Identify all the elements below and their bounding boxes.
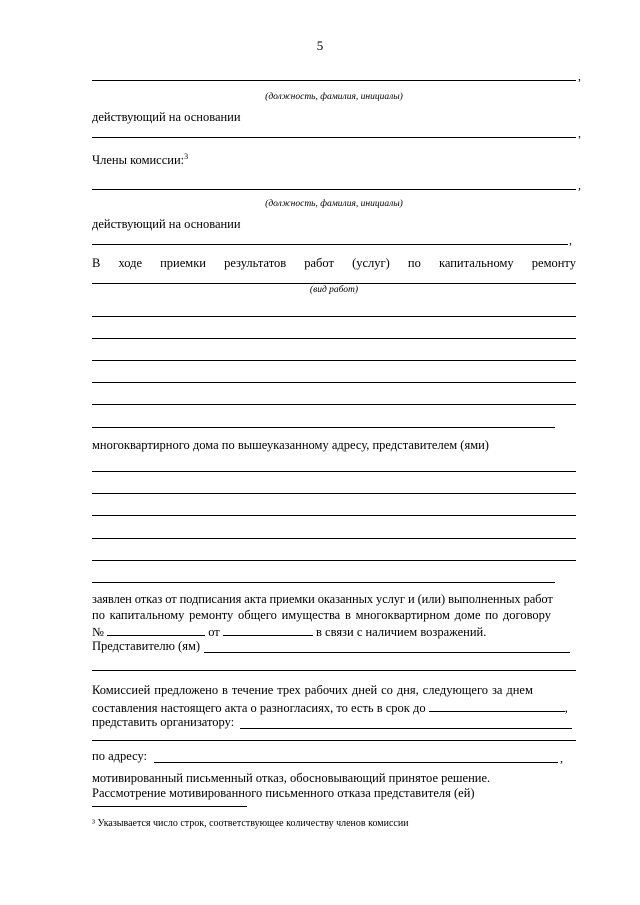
blank-line[interactable] — [92, 338, 576, 339]
blank-line[interactable] — [92, 582, 555, 583]
address-field[interactable] — [154, 762, 558, 763]
blank-line[interactable] — [92, 515, 576, 516]
footnote-mark: 3 — [184, 152, 189, 161]
organizer-label: представить организатору: — [92, 715, 235, 729]
organizer-field[interactable] — [240, 728, 572, 729]
position-name-line[interactable] — [92, 80, 576, 81]
representative-field[interactable] — [204, 652, 570, 653]
proposal-text-line-2: составления настоящего акта о разногласиях, то есть в срок до , — [92, 701, 568, 715]
proposal-text-line-1: Комиссией предложено в течение трех рабочих дней со дня, следующего за днем — [92, 683, 533, 697]
blank-line[interactable] — [92, 538, 576, 539]
blank-line[interactable] — [92, 560, 576, 561]
comma: , — [578, 69, 581, 83]
work-type-caption: (вид работ) — [309, 285, 359, 295]
work-type-line[interactable] — [92, 283, 576, 284]
representative-label: Представителю (ям) — [92, 639, 201, 653]
review-text: Рассмотрение мотивированного письменного отказа представителя (ей) — [92, 786, 475, 800]
blank-line[interactable] — [92, 740, 576, 741]
member-position-caption: (должность, фамилия, инициалы) — [265, 199, 403, 209]
member-acting-basis-label: действующий на основании — [92, 217, 241, 231]
page-number: 5 — [316, 38, 324, 53]
blank-line[interactable] — [92, 360, 576, 361]
blank-line[interactable] — [92, 427, 555, 428]
footnote: ³ Указывается число строк, соответствующее количеству членов комиссии — [92, 818, 409, 829]
blank-line[interactable] — [92, 493, 576, 494]
contract-number-label: № — [92, 625, 104, 639]
basis-line[interactable] — [92, 137, 576, 138]
member-position-line[interactable] — [92, 189, 576, 190]
comma: , — [578, 178, 581, 192]
blank-line[interactable] — [92, 316, 576, 317]
contract-number-field[interactable] — [107, 623, 205, 636]
comma: , — [578, 126, 581, 140]
comma: , — [569, 233, 572, 247]
footnote-divider — [92, 806, 247, 807]
comma: , — [560, 751, 563, 765]
contract-line — [92, 623, 486, 640]
objection-text: в связи с наличием возражений. — [316, 625, 487, 639]
refusal-text-line-2: по капитальному ремонту общего имущества в многоквартирном доме по договору — [92, 608, 551, 622]
blank-line[interactable] — [92, 670, 576, 671]
acting-basis-label: действующий на основании — [92, 110, 241, 124]
contract-date-label: от — [208, 625, 220, 639]
blank-line[interactable] — [92, 404, 576, 405]
during-acceptance-line: В ходе приемки результатов работ (услуг) по капитальному ремонту — [92, 256, 576, 270]
refusal-text-line-1: заявлен отказ от подписания акта приемки оказанных услуг и (или) выполненных работ — [92, 592, 553, 606]
motivated-refusal-text: мотивированный письменный отказ, обосновывающий принятое решение. — [92, 771, 491, 785]
contract-date-field[interactable] — [223, 623, 313, 636]
blank-line[interactable] — [92, 471, 576, 472]
position-name-caption: (должность, фамилия, инициалы) — [265, 92, 403, 102]
commission-members-label: Члены комиссии:$^3$ — [92, 152, 189, 168]
deadline-field[interactable] — [429, 699, 565, 712]
apartment-representative-text: многоквартирного дома по вышеуказанному адресу, представителем (ями) — [92, 438, 489, 452]
blank-line[interactable] — [92, 382, 576, 383]
address-label: по адресу: — [92, 749, 148, 763]
member-basis-line[interactable] — [92, 244, 568, 245]
